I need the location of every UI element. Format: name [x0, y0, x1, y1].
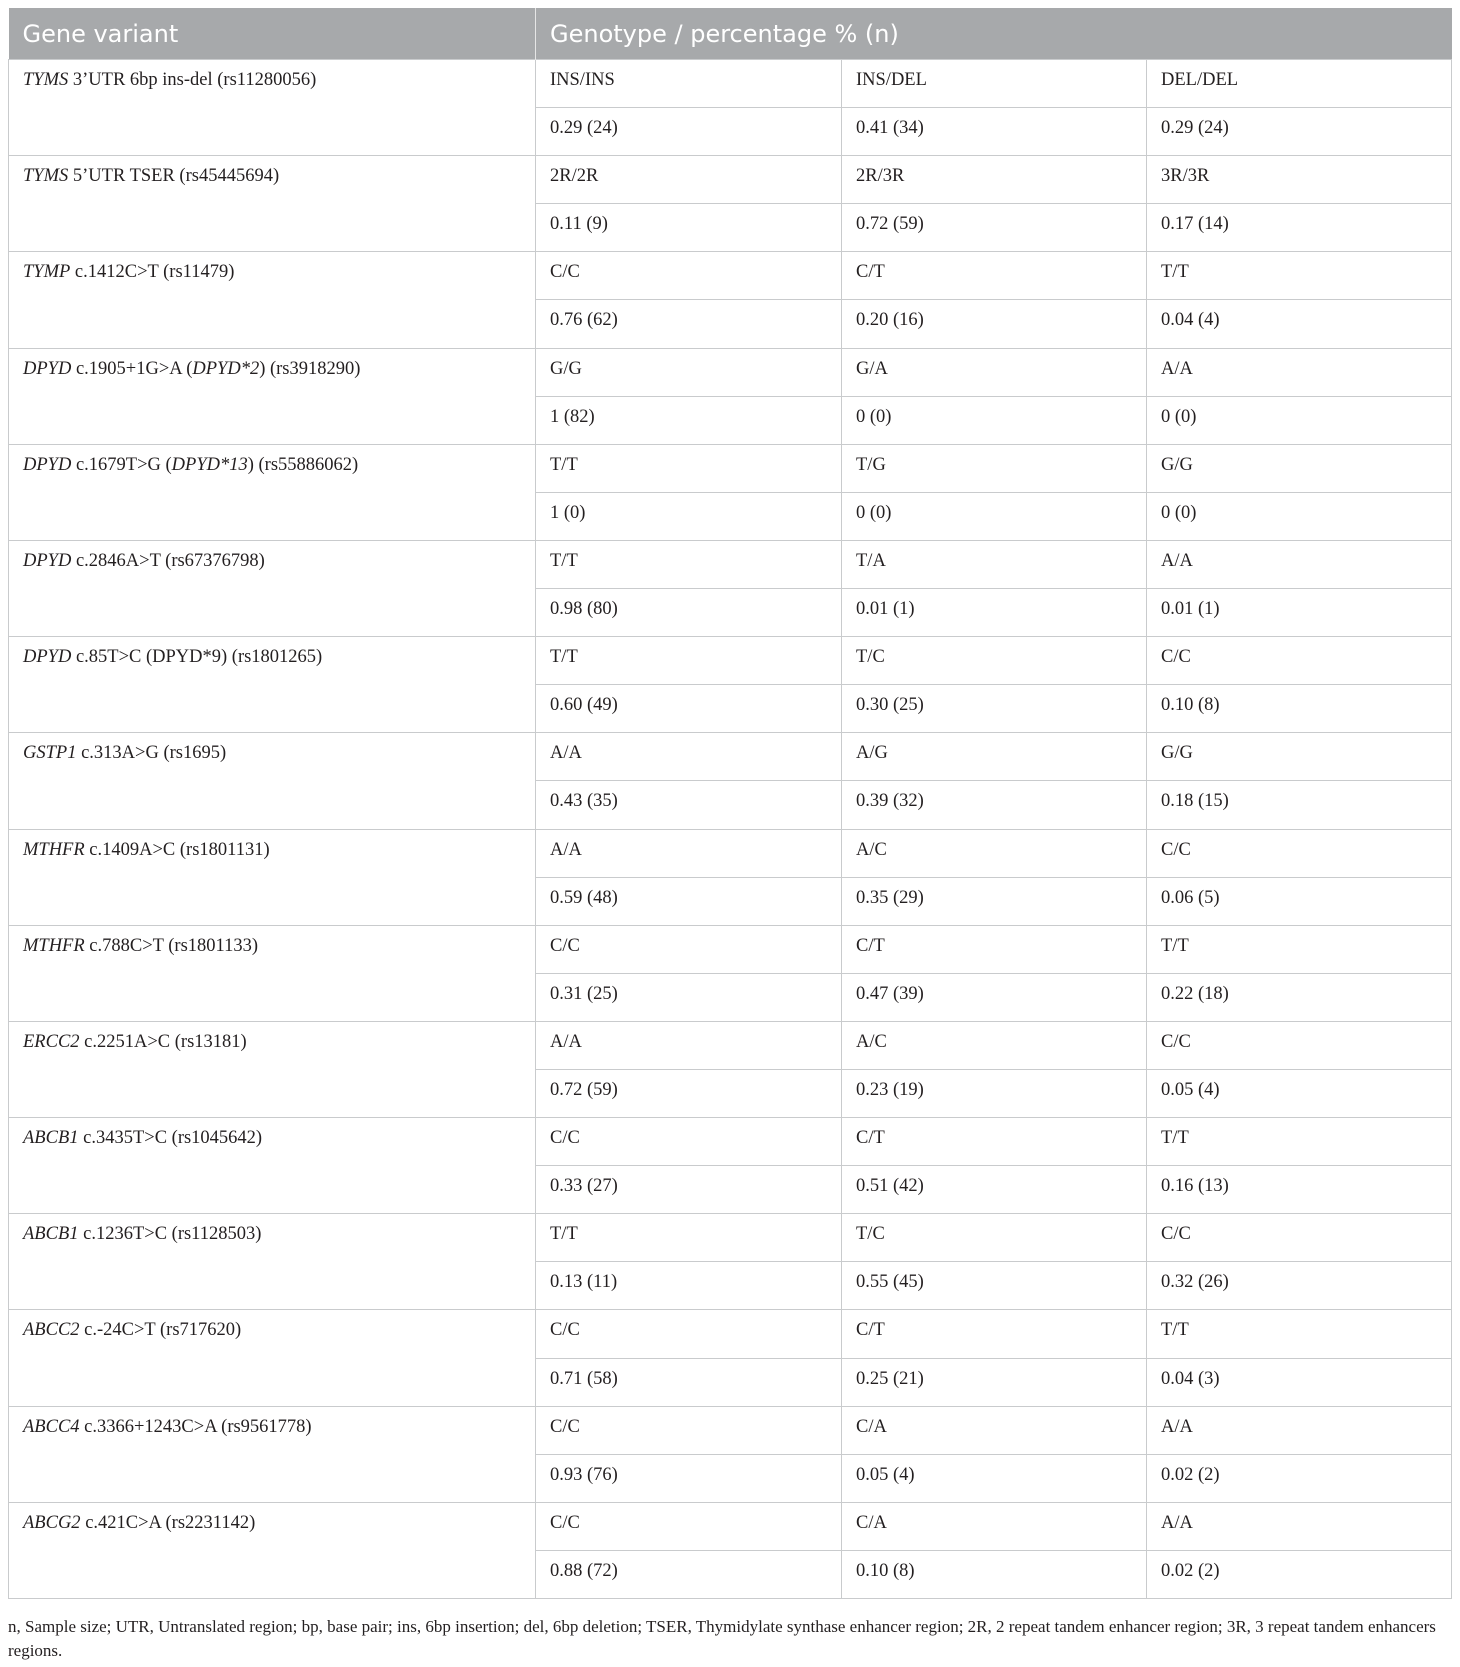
table-row-genotypes [9, 733, 1452, 781]
genotype-cell: A/A [1147, 348, 1452, 396]
gene-variant-cell [9, 1406, 536, 1502]
gene-variant-description: c.1412C>T (rs11479) [70, 262, 235, 283]
genotype-cell: 3R/3R [1147, 156, 1452, 204]
percentage-count-cell: 0.51 (42) [842, 1166, 1147, 1214]
table-row-genotypes [9, 1406, 1452, 1454]
genotype-cell: G/G [536, 348, 842, 396]
genotype-cell: A/A [1147, 1502, 1452, 1550]
gene-variant-cell [9, 444, 536, 540]
genotype-cell: A/A [1147, 1406, 1452, 1454]
genotype-cell: A/G [842, 733, 1147, 781]
table-row-genotypes [9, 1118, 1452, 1166]
genotype-cell: A/A [536, 829, 842, 877]
percentage-count-cell: 0.17 (14) [1147, 204, 1452, 252]
percentage-count-cell: 0 (0) [842, 396, 1147, 444]
gene-variant-cell [9, 925, 536, 1021]
percentage-count-cell: 0.04 (4) [1147, 300, 1452, 348]
genotype-cell: A/A [1147, 540, 1452, 588]
table-body [9, 60, 1452, 1599]
gene-symbol: DPYD [23, 550, 72, 571]
gene-variant-cell [9, 1214, 536, 1310]
gene-variant-description: 3’UTR 6bp ins-del (rs11280056) [68, 70, 317, 90]
percentage-count-cell: 0 (0) [842, 492, 1147, 540]
genotype-cell: T/T [536, 540, 842, 588]
gene-symbol: GSTP1 [23, 743, 77, 764]
table-row-genotypes [9, 252, 1452, 300]
percentage-count-cell: 0 (0) [1147, 492, 1452, 540]
gene-symbol: ABCG2 [23, 1512, 81, 1533]
genotype-cell: G/G [1147, 733, 1452, 781]
genotype-cell: A/A [536, 733, 842, 781]
gene-symbol: MTHFR [23, 935, 85, 956]
genotype-cell: T/C [842, 1214, 1147, 1262]
gene-variant-description: c.313A>G (rs1695) [76, 743, 227, 764]
gene-variant-description: c.2846A>T (rs67376798) [71, 550, 265, 571]
percentage-count-cell: 0.16 (13) [1147, 1166, 1452, 1214]
percentage-count-cell: 0.72 (59) [842, 204, 1147, 252]
genotype-cell: C/C [536, 1310, 842, 1358]
percentage-count-cell: 0.76 (62) [536, 300, 842, 348]
gene-variant-cell [9, 637, 536, 733]
percentage-count-cell: 0.10 (8) [1147, 685, 1452, 733]
percentage-count-cell: 0.25 (21) [842, 1358, 1147, 1406]
gene-variant-description: c.2251A>C (rs13181) [79, 1031, 247, 1052]
gene-variant-cell [9, 540, 536, 636]
genotype-cell: C/C [1147, 1214, 1452, 1262]
genotype-cell: C/T [842, 1310, 1147, 1358]
genotype-cell: T/T [1147, 925, 1452, 973]
genotype-cell: 2R/3R [842, 156, 1147, 204]
genotype-cell: C/C [536, 925, 842, 973]
gene-symbol: TYMS [23, 70, 69, 90]
gene-variant-description: 5’UTR TSER (rs45445694) [68, 166, 280, 187]
table-row-genotypes [9, 1021, 1452, 1069]
genotype-cell: INS/DEL [842, 60, 1147, 108]
gene-variant-cell [9, 60, 536, 156]
gene-variant-cell [9, 1502, 536, 1598]
genotype-cell: A/A [536, 1021, 842, 1069]
gene-variant-cell [9, 829, 536, 925]
table-row-genotypes [9, 444, 1452, 492]
percentage-count-cell: 0.55 (45) [842, 1262, 1147, 1310]
gene-variant-description: c.3366+1243C>A (rs9561778) [79, 1416, 312, 1437]
percentage-count-cell: 1 (0) [536, 492, 842, 540]
gene-allele-name: DPYD*2 [192, 358, 260, 379]
percentage-count-cell: 0.05 (4) [1147, 1069, 1452, 1117]
table-row-genotypes [9, 829, 1452, 877]
percentage-count-cell: 0.29 (24) [1147, 108, 1452, 156]
percentage-count-cell: 0.11 (9) [536, 204, 842, 252]
gene-symbol: MTHFR [23, 839, 85, 860]
genotype-cell: A/C [842, 829, 1147, 877]
genotype-cell: C/C [1147, 1021, 1452, 1069]
gene-variant-description: c.788C>T (rs1801133) [84, 935, 258, 956]
gene-variant-description: c.3435T>C (rs1045642) [78, 1128, 263, 1149]
genotype-cell: INS/INS [536, 60, 842, 108]
genotype-cell: C/C [536, 1406, 842, 1454]
gene-symbol: ABCC4 [23, 1416, 80, 1437]
percentage-count-cell: 0.20 (16) [842, 300, 1147, 348]
genotype-cell: T/A [842, 540, 1147, 588]
table-row-genotypes [9, 1214, 1452, 1262]
gene-variant-description: c.1236T>C (rs1128503) [78, 1224, 262, 1245]
genotype-cell: C/T [842, 1118, 1147, 1166]
gene-rsid: ) (rs3918290) [259, 358, 361, 379]
gene-variant-description: c.-24C>T (rs717620) [79, 1320, 242, 1341]
percentage-count-cell: 0.13 (11) [536, 1262, 842, 1310]
genotype-cell: C/A [842, 1502, 1147, 1550]
percentage-count-cell: 0.23 (19) [842, 1069, 1147, 1117]
gene-variant-cell [9, 348, 536, 444]
percentage-count-cell: 0.01 (1) [842, 589, 1147, 637]
genotype-cell: T/T [536, 444, 842, 492]
genotype-cell: C/C [1147, 637, 1452, 685]
percentage-count-cell: 0.98 (80) [536, 589, 842, 637]
percentage-count-cell: 0.39 (32) [842, 781, 1147, 829]
gene-symbol: ERCC2 [23, 1031, 80, 1052]
genotype-cell: T/T [1147, 1310, 1452, 1358]
percentage-count-cell: 0.47 (39) [842, 973, 1147, 1021]
gene-variant-cell [9, 1021, 536, 1117]
gene-variant-description: c.1409A>C (rs1801131) [84, 839, 270, 860]
table-row-genotypes [9, 156, 1452, 204]
table-header-row [9, 8, 1452, 60]
percentage-count-cell: 0 (0) [1147, 396, 1452, 444]
percentage-count-cell: 0.18 (15) [1147, 781, 1452, 829]
genotype-cell: G/G [1147, 444, 1452, 492]
gene-symbol: TYMP [23, 262, 71, 283]
genotype-cell: C/T [842, 252, 1147, 300]
table-row-genotypes [9, 1502, 1452, 1550]
genotype-cell: C/C [536, 1502, 842, 1550]
genotype-cell: C/C [1147, 829, 1452, 877]
percentage-count-cell: 0.41 (34) [842, 108, 1147, 156]
percentage-count-cell: 0.43 (35) [536, 781, 842, 829]
percentage-count-cell: 0.01 (1) [1147, 589, 1452, 637]
gene-variant-cell [9, 733, 536, 829]
table-row-genotypes [9, 348, 1452, 396]
gene-symbol: ABCB1 [23, 1128, 79, 1149]
genotype-cell: C/T [842, 925, 1147, 973]
gene-rsid: ) (rs55886062) [247, 454, 359, 475]
table-row-genotypes [9, 60, 1452, 108]
gene-variant-cell [9, 252, 536, 348]
genotype-table [8, 8, 1452, 1599]
genotype-cell: T/T [1147, 252, 1452, 300]
genotype-cell: C/A [842, 1406, 1147, 1454]
genotype-cell: C/C [536, 252, 842, 300]
percentage-count-cell: 0.02 (2) [1147, 1550, 1452, 1598]
percentage-count-cell: 0.72 (59) [536, 1069, 842, 1117]
gene-symbol: DPYD [23, 647, 72, 668]
genotype-cell: T/G [842, 444, 1147, 492]
genotype-cell: C/C [536, 1118, 842, 1166]
percentage-count-cell: 0.22 (18) [1147, 973, 1452, 1021]
gene-variant-description: c.1679T>G ( [71, 454, 172, 475]
percentage-count-cell: 0.60 (49) [536, 685, 842, 733]
genotype-cell: T/T [536, 637, 842, 685]
header-gene-variant: Gene variant [9, 8, 536, 60]
gene-variant-cell [9, 156, 536, 252]
gene-symbol: DPYD [23, 358, 72, 379]
genotype-cell: T/C [842, 637, 1147, 685]
percentage-count-cell: 0.04 (3) [1147, 1358, 1452, 1406]
genotype-cell: T/T [536, 1214, 842, 1262]
percentage-count-cell: 1 (82) [536, 396, 842, 444]
gene-symbol: ABCB1 [23, 1224, 79, 1245]
percentage-count-cell: 0.33 (27) [536, 1166, 842, 1214]
gene-symbol: DPYD [23, 454, 72, 475]
percentage-count-cell: 0.02 (2) [1147, 1454, 1452, 1502]
genotype-cell: G/A [842, 348, 1147, 396]
header-genotype-percentage: Genotype / percentage % (n) [536, 8, 1452, 60]
genotype-cell: DEL/DEL [1147, 60, 1452, 108]
percentage-count-cell: 0.06 (5) [1147, 877, 1452, 925]
table-row-genotypes [9, 540, 1452, 588]
table-footnote: n, Sample size; UTR, Untranslated region; bp, base pair; ins, 6bp insertion; del, 6bp deletion; TSER, Thymidylate synthase enhancer region; 2R, 2 repeat tandem enhancer region; 3R, 3 repeat tandem enhancers regions. [8, 1617, 1436, 1660]
percentage-count-cell: 0.31 (25) [536, 973, 842, 1021]
gene-symbol: ABCC2 [23, 1320, 80, 1341]
gene-variant-description: c.1905+1G>A ( [71, 358, 193, 379]
percentage-count-cell: 0.29 (24) [536, 108, 842, 156]
table-row-genotypes [9, 925, 1452, 973]
percentage-count-cell: 0.93 (76) [536, 1454, 842, 1502]
percentage-count-cell: 0.10 (8) [842, 1550, 1147, 1598]
percentage-count-cell: 0.30 (25) [842, 685, 1147, 733]
percentage-count-cell: 0.59 (48) [536, 877, 842, 925]
table-row-genotypes [9, 1310, 1452, 1358]
gene-allele-name: DPYD*13 [171, 454, 248, 475]
gene-symbol: TYMS [23, 166, 69, 187]
gene-variant-cell [9, 1118, 536, 1214]
gene-variant-description: c.85T>C (DPYD*9) (rs1801265) [71, 647, 323, 668]
gene-variant-description: c.421C>A (rs2231142) [80, 1512, 256, 1533]
percentage-count-cell: 0.88 (72) [536, 1550, 842, 1598]
percentage-count-cell: 0.71 (58) [536, 1358, 842, 1406]
percentage-count-cell: 0.05 (4) [842, 1454, 1147, 1502]
percentage-count-cell: 0.35 (29) [842, 877, 1147, 925]
genotype-cell: 2R/2R [536, 156, 842, 204]
genotype-cell: T/T [1147, 1118, 1452, 1166]
genotype-table-container [8, 8, 1451, 1599]
table-row-genotypes [9, 637, 1452, 685]
genotype-cell: A/C [842, 1021, 1147, 1069]
percentage-count-cell: 0.32 (26) [1147, 1262, 1452, 1310]
gene-variant-cell [9, 1310, 536, 1406]
